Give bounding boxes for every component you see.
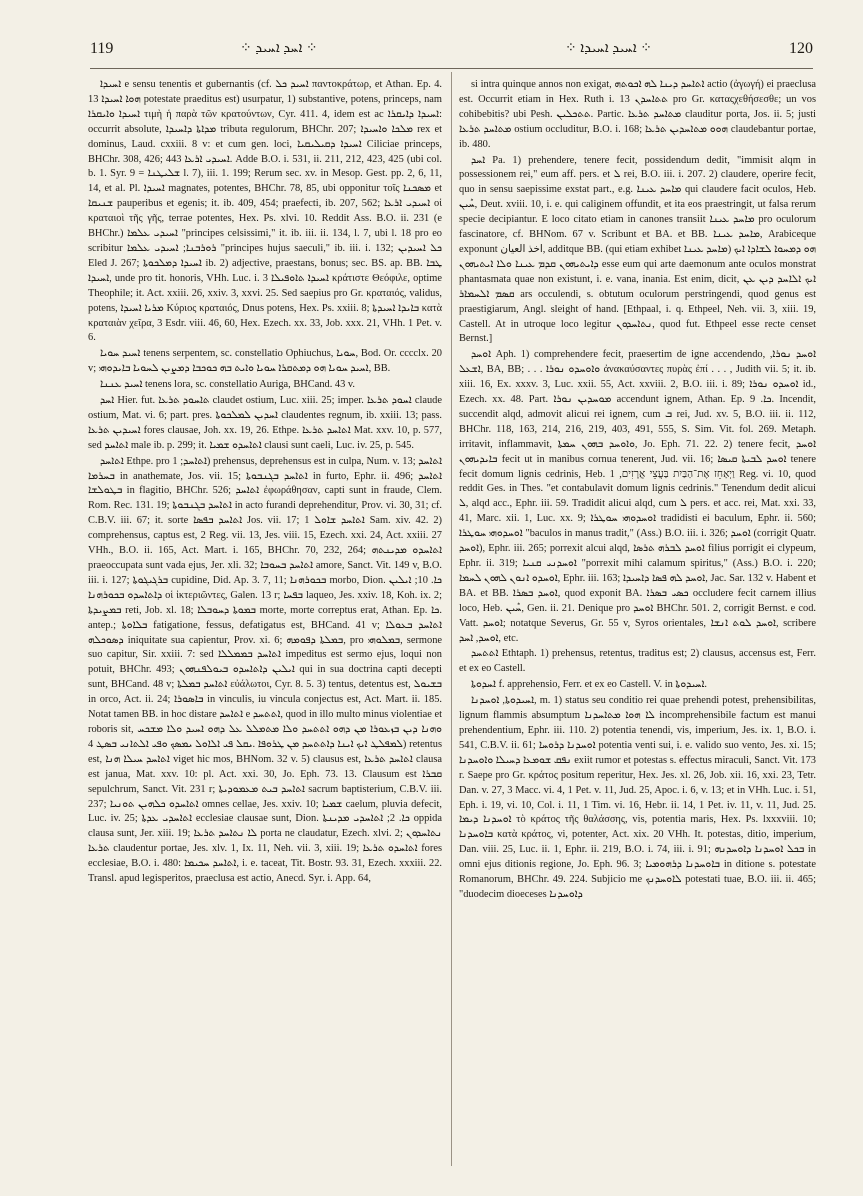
entry-paragraph: ܐܬܬܚܕ Ethtaph. 1) prehensus, retentus, traditus est; 2) clausus, accensus est, Ferr. et ex eo Castell. (459, 648, 816, 675)
entry-paragraph: ܐܚܕܘܬܐ f. apprehensio, Ferr. et ex eo Castell. V. in ܐܚܝܕܘܬܐ. (471, 679, 707, 691)
left-page-number: 119 (90, 40, 114, 57)
entry-paragraph: si intra quinque annos non exigat, ܐܬܐܚܕ ܕܝܢܐ ܠܗ ܐܟܘܬܗ actio (ἀγωγή) ei praeclusa est. Occurrit etiam in Hex. Ruth i. 13 ܬܬܐܚܕܢ pro Gr. καταςχεθήσεσθε; un vos cohibebitis? ubi Pesh. ܬܬܟܠܝܢ. Partic. ܡܬܐܚܕ ܬܪܥܐ clauditur porta, Jos. ii. 5; justi ܡܬܐܚܕ ܬܪܥܐ ostium occluditur, B.O. i. 168; ܗܘܘ ܡܬܐܚܕܝܢ ܬܪܥܐ claudebantur portae, ib. 480. (459, 79, 816, 150)
entry-paragraph: ܐܚܝܕܘܬܐ, ܐܘܚܕܢܐ, m. 1) status seu conditio rei quae prehendi potest, prehensibilitas, lignum flammis absumptum ܠܐ ܗܘܐ ܡܬܐܚܕܢܐ incomprehensibile factum est manui prehendentium, Ephr. iii. 110. 2) potentia tenendi, vis, imperium, Jes. ix. 1, B.O. i. 541, C.B.V. ii. 61; ܐܘܚܕܢܐ ܕܪܘܚܐ potentia venti sui, i. e. valido suo vento, Jes. xi. 15; ܢܦܩ ܫܘܡܥܐ ܕܚܝܠܐ ܘܐܘܚܕܢܐ exiit rumor et potestas s. effectus miraculi, Sanct. Vit. 173 r. Saepe pro Gr. κράτος positum reperitur, Hex. Jes. xl. 26, Job. xii. 16, xxi. 23, Tetr. Dan. v. 27, 3 Macc. vi. 4, 1 Pet. v. 11, Jud. 25, Apoc. i. 6, v. 13; et in VHh. Luc. i. 51, Eph. i. 19, vi. 10, Col. i. 11, 1 Tim. vi. 16, Hebr. ii. 14, 1 Pet. iv. 11, v. 11, Jud. 25. ܐܘܚܕܢܐ ܕܝܡܐ τὸ κράτος τῆς θαλάσσης, vis, potentia maris, Hex. Ps. lxxxviii. 10; ܒܐܘܚܕܢܐ κατὰ κράτος, vi, potenter, Act. xix. 20 VHh. It. potestas, ditio, imperium, Dan. viii. 25, Luc. ii. 1, Ephr. ii. 219, B.O. i. 74, iii. i. 91; ܒܟܠ ܐܘܚܕܢܐ ܕܐܘܚܕܢܗ in omni ejus ditionis regione, Jo. Eph. 96. 3; ܒܐܘܚܕܢܐ ܕܪܗܘܡܝܐ in ditione s. potestate Romanorum, BHChr. 49. 224. Subjicio me ܠܐܘܚܕܢܟ potestati tuae, B.O. iii. ii. 465; "duodecim dioeceses ܕܐܘܚܕܢܐ (459, 695, 816, 900)
header-rule (90, 68, 813, 69)
right-running-head: ⁘ ܐܚܝܕ ܐܚܝܕܐ ⁘ (565, 41, 652, 56)
entry-paragraph: ܐܬܐܚܕ Ethpe. pro ܐܬܐܚܕ; 1) prehensus, deprehensus est in culpa, Num. v. 13; ܐܬܐܚܕ ܒܚܪܡܐ in anathemate, Jos. vii. 15; ܐܬܐܚܕ ܒܓܢܒܘܬܐ in furto, Ephr. ii. 496; ܐܬܐܚܕ ܒܛܘܠܫܐ in flagitio, BHChr. 526; ܐܬܐܚܕ ἐφωράθησαν, capti sunt in fraude, Clem. Rom. Rec. 131. 19; ܐܬܐܚܕ ܒܓܢܒܘܬܐ in acto furandi deprehenditur, Prov. vi. 30, 31; cf. C.B.V. iii. 67; it. sorte ܐܬܐܚܕ ܒܦܣܐ Jos. vii. 17; ܐܬܐܚܕ ܫܐܘܠ 1 Sam. xiv. 42. 2) comprehensus, captus est, 2 Reg. vii. 13, Jes. viii. 15, Ezech. xxi. 24, Act. xxiii. 27 VHh., B.O. ii. 165, Act. Mart. i. 165, BHChr. 70, 232, 264; ܐܬܐܚܕܘ ܡܕܝܢܬܗ praeoccupata sunt vada ejus, Jer. xli. 32; ܐܬܐܚܕ ܒܚܘܒܐ amore, Sanct. Vit. 149 v, B.O. iii. i. 127; ܒܪܓܝܓܘܬܐ cupidine, Did. Ap. 3. 7, 11; ܒܟܘܪܗܢܐ morbo, Dion. ܟܐ. 10; ܐܝܠܝܢ ܕܐܬܐܚܕܘ ܒܟܘܪܗܢܐ οἱ ἰκτεριῶντες, Galen. 13 r; ܒܦܚܐ laqueo, Jes. xxiv. 18, Koh. ix. 2; ܒܡܨܝܕܬܐ reti, Job. xl. 18; ܒܡܘܬܐ ܕܚܘܒܠܐ morte, morte correptus erat, Athan. Ep. ܟܐ. antep.; ܒܠܐܘܬܐ fatigatione, fessus, defatigatus est, BHCand. 41 v; ܐܬܐܚܕ ܒܥܘܠܐ ܕܣܘܟܠܗ iniquitate sua capientur, Prov. xi. 6; ܒܡܠܬܐ ܕܦܘܡܗ, pro ܒܡܠܘܗܝ, sermone suo capitur, Sir. xxiii. 7: sed ܐܬܐܚܕ ܒܡܡܠܠܐ impeditus est sermo ejus, loqui non potuit, BHChr. 493; ܐܝܠܝܢ ܕܐܬܐܚܕܘ ܒܝܘܠܦܢܗܘܢ qui in sua doctrina capti decepti sunt, BHCand. 48 v; ܐܬܐܚܕ ܒܡܠܬܐ εὐάλωτοι, Cyr. 8. 5. 3) tentus, detentus est, ܒܫܝܘܠ in orco, Act. ii. 24; ܒܐܣܘܪܐ in vinculis, iu vincula conjectus est, Act. Mart. ii. 185. Notat tamen BB. in hoc distare ܐܬܐܚܕ e ܐܬܬܚܕ, quod in illo multo minus violentiae et roboris sit, ܘܗܢܐ ܕܝܢ ܒܙܥܘܪܐ ܡܢ ܕܗܘ ܐܬܬܚܕ ܘܠܐ ܡܬܡܠܠ ܥܠ ܕܗܘ ܐܚܝܕ ܘܠܐ ܡܫܟܚ ܠܡܦܠܛ ܐܝܟ ܐܝܢܐ ܕܐܬܬܚܕ ܡܢ ܛܪܘܦܐ .ܝܩܠ ܦܝ ܐܠܐܘܠ ܝܡܣܟ ܘܦܝ ܐܠܬܐܢܝ ܒܣܛ 4) retentus est, ܐܬܐܚܕ ܚܝܠܐ ܗܢܐ viget hic mos, BHNom. 32 v. 5) clausus est, ܐܬܐܚܕ ܬܪܥܐ clausa est janua, Mat. xxv. 10: pl. Act. xxi. 30, Jo. Eph. 73. 13. Clausum est ܩܒܪܐ sepulchrum, Sanct. Vit. 231 r; ܐܬܐܚܕ ܒܝܬ ܡܥܡܘܕܝܬܐ sacrum baptisterium, C.B.V. iii. 237; ܐܬܐܚܕܘ ܟܠܗܝܢ ܬܘܢܝܐ omnes cellae, Jes. xxiv. 10; ܫܡܝܐ caelum, pluvia defecit, Luc. iv. 25; ܐܬܐܚܕܝ ܥܕܬܐ ecclesiae clausae sunt, Dion. ܟܐ. 2; ܐܬܐܚܕܝ ܡܕܝܢܬܐ oppida clausa sunt, Jer. xiii. 19; ܠܐ ܢܬܐܚܕ ܬܪܥܐ porta ne claudatur, Ezech. xlvi. 2; ܢܬܐܚܕܘܢ ܬܪܥܐ claudentur portae, Jes. xlv. 1, Ix. 11, Neh. vii. 3, xiii. 19; ܐܬܐܚܕܘ ܬܪܥܐ fores ecclesiae, B.O. i. 480: ܐܬܐܚܕ ܚܟܝܡܐ, i. e. taceat, Tit. Bostr. 93. 31, Ezech. xxxiii. 22. Transl. apud legisperitos, praeclusa est actio, Anecd. Syr. i. App. 64, (88, 455, 442, 885)
page-header (90, 40, 813, 62)
entry-paragraph: ܐܚܕ Pa. 1) prehendere, tenere fecit, possidendum dedit, "immisit alqm in possessionem rei," eum aff. pers. et ܠ rei, B.O. iii. i. 207. 2) claudere, operire fecit, quo in sensu saepissime exstat part., e.g. ܡܐܚܕ ܥܝܢܐ qui claudere facit oculos, Heb. ܚܶܝܢ, Deut. xviii. 10, i. e. qui caliginem offundit, et ita eos praestringit, ut falsa rerum specie decipiantur. E loco citato etiam in canones transiit ܡܐܚܕ ܥܝܢܐ pro oculorum fascinatore, cf. BHNom. 67 v. Scribunt et BA. et BB. ܡܐܚܕ ܥܝܢܐ, Arabiceque exponunt اخذ العيان, additque BB. (qui etiam exhibet ܡܐܚܕ ܥܝܢܐ) ܗܘ ܕܡܚܘܐ ܠܫܐܕܐ ܐܝܟ ܕܐܝܬܝܗܘܢ ܩܕܡ ܥܝܢܐ ܘܠܐ ܐܝܬܝܗܘܢ esse eum qui arte daemonum ante oculos monstrat phantasmata quae non existunt, i. e. vana, inania. Est enim, dicit, ܐܝܟ ܐܠܐܚܕ ܕܝܢ ܥܢ ܩܣܡ ܐܠܚܡܐܪ ars occulendi, s. obtutum oculorum perstringendi, quod genus est praestigiarum, Angl. sleight of hand. [Ethpaal, i. q. Ethpeel, Neh. vii. 3, xiii. 19, Castell. At in utroque loco legitur ܢܬܐܚܕܘܢ, quod fut. Ethpeel esse recte censet Bernst.] (459, 154, 816, 345)
column-divider (451, 72, 452, 1166)
left-running-head: ⁘ ܐܚܕ ܐܚܝܕ ⁘ (240, 41, 318, 56)
entry-paragraph: ܐܘܚܕ Aph. 1) comprehendere fecit, praesertim de igne accendendo, ܐܘܚܕ ܢܘܪܐ, ܐܫܥܠ, BA, BB; . . . ܘܐܘܚܕܘ ܢܘܪܐ ἀνακαύσαντες πυρὰς ἐπί . . . , Judith vii. 5; it. ib. xiii. 16, Ex. xxxv. 3, Luc. xxii. 55, Act. xxviii. 2, B.O. iii. i. 89; ܐܘܚܕܘ ܢܘܪܐ id., Ezech. xx. 48. Part. ܡܘܚܕܝܢ ܢܘܪܐ accendunt ignem, Athan. Ep. ܟܐ. 9. Incendit, succendit alqd, admovit alicui rei ignem, cum ܒ rei, Jud. xv. 5, B.O. iii. ii. 112, BHChr. 118, 163, 214, 216, 219, 403, 491, 555, S. Sim. Vit. fol. 269. Metaph. irritavit, inflammavit, ܘܐܘܚܕ ܒܗܘܢ ܚܡܬܐ, Jo. Eph. 71. 22. 2) tenere fecit, ܐܘܚܕ ܒܐܝܕܝܗܘܢ fecit ut in manibus cornua tenerent, Jud. vii. 16; ܐܘܚܕ ܠܒܝܬܐ ܩܝܣܐ tenere fecit domum lignis cedrinis, Heb. וַיְאַחֵז אֶת־הַבַּיִת בַּעֲצֵי אֲרָזִים, 1 Reg. vi. 10, quod reddit Ges. in Thes. "et contabulavit domum lignis cedrinis." Tenendum dedit alicui ܠ, alqd acc., Ephr. iii. 59. Tradidit alicui alqd, cum ܠ pers. et acc. rei, Mat. xxi. 33, 41, Marc. xii. 1, Luc. xx. 9; ܐܘܚܕܘܗܝ ܚܘܛܪܐ tradidisti ei baculum, Ephr. ii. 560; ܐܘܚܕܘܗܝ ܚܘܛܪܐ "baculos in manus tradit," (Ass.) B.O. iii. i. 326; ܐܘܚܕ (corrigit Quatr. ܐܘܚܕ), Ephr. iii. 265; porrexit alcui alqd, ܐܘܚܕ ܠܒܪܗ ܬܪܣܐ filius porrigit ei clypeum, Ephr. ii. 319; ܐܘܚܕܢܝ ܩܢܝܐ "porrexit mihi calamum spiritus," (Ass.) B.O. i. 220; ܐܘܚܕܘ ܐܢܘܢ ܠܗܘܢ ܠܚܡܐ, Ephr. iii. 163; ܐܘܚܕ ܠܗ ܦܣܐ ܕܐܚܝܕܐ, Jac. Sar. 132 v. Habent et BA. et BB. ܐܘܚܕ ܒܣܪܐ, quod exponit BA. ܟܣܝ ܒܣܪܐ occludere fecit carnem illius loco, Heb. ܚܶܝܢ, Gen. ii. 21. Denique pro ܐܘܚܕ BHChr. 501. 2, corrigit Bernst. e cod. Vatt. ܐܘܚܕ; notatque Severus, Gr. 55 v, Syros orientales, ܐܘܚܕ ܠܘܬ ܐܢܫܐ, scribere ܐܘܚܕ, ܐܚܕ, etc. (459, 349, 816, 644)
entry-paragraph: ܐܚܝܕ ܚܘܝܐ tenens serpentem, sc. constellatio Ophiuchus, ܚܘܝܐ, Bod. Or. cccclx. 20 v; ܐܚܝܕ ܚܘܝܐ ܗܘ ܕܡܬܩܪܐ ܚܘܝܐ ܘܐܝܬ ܒܗ ܟܘܟܒܐ ܕܡܨܝܢ ܠܚܘܝܐ ܒܐܝܕܘܗܝ, BB. (88, 348, 442, 375)
entry-paragraph: ܐܚܕ Hier. fut. ܬܐܚܘܕ ܬܪܥܐ claudet ostium, Luc. xiii. 25; imper. ܐܚܘܕ ܬܪܥܐ claude ostium, Mat. vi. 6; part. pres. ܐܚܕܝܢ ܠܡܠܟܘܬܐ claudentes regnum, ib. xxiii. 13; pass. ܐܚܝܕܝܢ ܬܪܥܐ fores clausae, Joh. xx. 19, 26. Ethpe. ܐܬܐܚܕ ܬܪܥܐ Mat. xxv. 10, p. 577, sed ܐܬܐܚܕ male ib. p. 299; it. ܐܬܐܚܕܘ ܫܡܝܐ clausi sunt caeli, Luc. iv. 25, p. 545. (88, 395, 442, 451)
entry-paragraph: ܐܚܝܕܐ e sensu tenentis et gubernantis (cf. ܐܚܝܕ ܟܠ παντοκράτωρ, et Athan. Ep. 4. 13 ܗܘܐ ܐܚܝܕܐ potestate praeditus est) usurpatur, 1) substantive, potens, princeps, nam ܐܚܝܕܐ ܘܐܝܩܪܐ τιμὴ ἡ παρὰ τῶν κρατούντων, Cyr. 411. 4, idem est ac ܐܚܝܕܐ ܕܐܝܩܪܐ: occurrit absolute, ܡܕܐܬܐ ܕܐܚܝܕܐ tributa regulorum, BHChr. 207; ܡܠܟܐ ܘܐܚܝܕܐ rex et dominus, Laud. cxxiii. 8 v: et cum gen. loci, ܐܚܝܕܐ ܕܩܝܠܝܩܝܐ Ciliciae princeps, BHChr. 308, 426; ܐܚܝܕܝ ܐܪܥܐ 443. Adde B.O. i. 531, ii. 211, 212, 423, 425 (ubi col. b. 1. Syr. 9 = ܫܠܝܛܢܐ l. 7), iii. 1. 199; Rerum sec. xv. in Mesop. Gest. pp. 2, 6, 11, 14, et al. Pl. ܐܚܝܕܐ magnates, potentes, BHChr. 78, 85, ubi opponitur τοῖς ܡܣܟܢܐ et ܫܢܝܩܐ pauperibus et egenis; it. ib. 409, 454; praefecti, ib. 207, 562; ܐܚܝܕܝ ܐܪܥܐ οἱ κραταιοὶ τῆς γῆς, terrae potentes, Hex. Ps. xlvi. 10. Reddit Ass. B.O. ii. 231 (e BHChr.) ܐܚܝܕܝ ܥܠܡܐ "principes celsissimi," it. ib. iii. ii. 134, l. 7, ubi l. 18 pro eo scribitur ܪܘܪܒܢܐ; ܐܚܝܕܝ ܥܠܡܐ "principes hujus saeculi," ib. iii. i. 132; ܟܠ ܐܚܝܕܝܢ Eled J. 267; ܐܚܝܕܐ ܕܡܠܟܘܬܐ ib. 2) adjective, praestans, bonus; sec. BS. ap. BB. ܛܒܐ ܐܚܝܕܐ, unde pro tit. honoris, VHh. Luc. i. 3 ܐܚܝܕܐ ܬܐܘܦܝܠܐ κράτιστε Θεόφιλε, optime Theophile; it. Act. xxiii. 26, xxiv. 3, xxvi. 25. Sed saepius pro Gr. κραταιός, validus, potens, ܡܪܝܐ ܐܚܝܕܐ Κύριος κραταιός, Dnus potens, Hex. Ps. xxiii. 8; ܒܐܝܕܐ ܐܚܝܕܬܐ κατὰ κραταιὰν χεῖρα, 3 Esdr. viii. 46, 60, Hex. Ezech. xx. 33, Job. xxx. 21, VHh. 1 Pet. v. 6. (88, 79, 442, 344)
left-column (88, 78, 442, 1172)
entry-paragraph: ܐܚܝܕ ܥܢܢܐ tenens lora, sc. constellatio Auriga, BHCand. 43 v. (100, 379, 356, 391)
right-column (459, 78, 816, 1172)
right-page-number: 120 (789, 40, 813, 57)
